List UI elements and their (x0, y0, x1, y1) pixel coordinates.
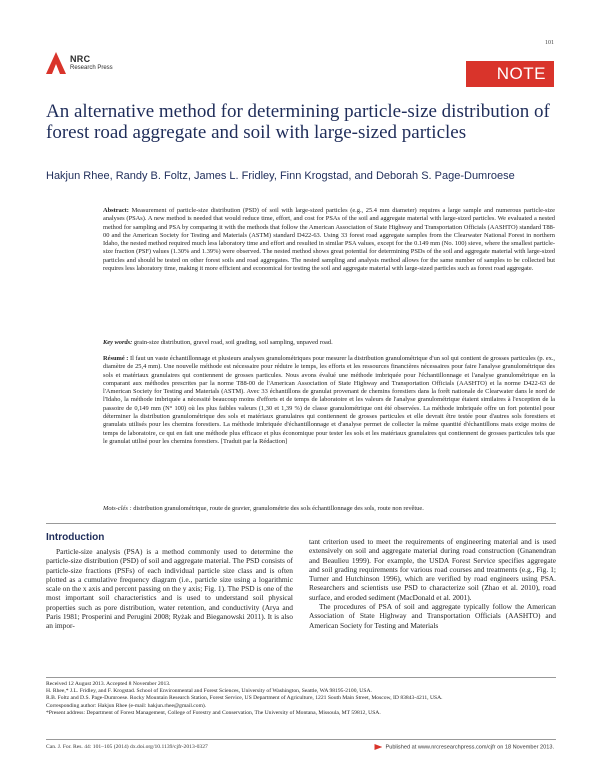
footnotes (46, 681, 556, 717)
article-title: An alternative method for determining particle-size distribution of forest road aggregate and soil with large-sized particles (46, 101, 550, 143)
page-number: 101 (545, 40, 554, 46)
divider (46, 523, 556, 524)
mots-cles-label: Mots-clés : (103, 505, 132, 512)
publisher-name: NRC (70, 54, 91, 64)
intro-paragraph: The procedures of PSA of soil and aggregate typically follow the American Association of State Highway and Transportation Officials (AASHTO) and American Society for Testing and Materials (309, 602, 556, 630)
resume (103, 355, 555, 446)
mots-cles-text: distribution granulométrique, route de gravier, granulométrie des sols échantillonnage des sols, route non revêtue. (133, 505, 424, 512)
arrow-icon (374, 744, 382, 750)
citation[interactable]: Can. J. For. Res. 44: 101–105 (2014) dx.doi.org/10.1139/cjfr-2013-0327 (46, 744, 208, 750)
keywords-label: Key words: (103, 339, 133, 346)
body-column-left (46, 547, 293, 631)
body-column-right (309, 537, 556, 630)
footnote-divider (46, 677, 556, 678)
abstract-text: Measurement of particle-size distribution (PSD) of soil with large-sized particles (e.g., 25.4 mm diameter) requires a large sample and numerous particle-size analyses (PSAs). A new method is needed that would reduce time, effort, and cost for PSAs of the soil and aggregate material with large-sized particles. We evaluated a nested method for sampling and PSA by comparing it with the methods that follow the American Association of State Highway and Transportation Officials (AASHTO) standard T88-00 and the American Society for Testing and Materials (ASTM) standard D422-63. Using 33 forest road aggregate samples from the Clearwater National Forest in northern Idaho, the nested method required much less laboratory time and effort and resulted in similar PSA values, except for the 0.149 mm (No. 100) sieve, where the smallest particle-size fraction (PSF) values (1.30% and 1.39%) were observed. The nested method shows great potential for determining PSDs of the soil and aggregate material with large-sized particles and should be tested on other forest soils and road aggregates. The nested sampling and analysis method allows for the same number of samples to be collected but requires less laboratory time, making it more efficient and economical for testing the soil and aggregate material with large-sized particles such as forest road aggregate. (103, 207, 555, 273)
section-label: NOTE (496, 64, 546, 83)
publisher-logo (44, 48, 124, 88)
published-text: Published at www.nrcresearchpress.com/cjfr on 18 November 2013. (385, 744, 554, 751)
resume-label: Résumé : (103, 355, 129, 362)
nrc-logo-icon (44, 50, 68, 76)
published-line[interactable] (374, 744, 554, 750)
footer-divider (46, 739, 556, 740)
keywords-text: grain-size distribution, gravel road, soil grading, soil sampling, unpaved road. (133, 339, 333, 346)
resume-text: Il faut un vaste échantillonnage et plusieurs analyses granulométriques pour mesurer la distribution granulométrique d'un sol qui contient de grosses particules (p. ex., diamètre de 25,4 mm). Une nouvelle méthode est nécessaire pour réduire le temps, les efforts et les ressources financières nécessaires pour faire l'analyse granulométrique des sols et matériaux granulaires qui contiennent de grosses particules. Nous avons évalué une méthode imbriquée pour l'échantillonnage et l'analyse granulométrique en la comparant aux méthodes prescrites par la norme T88-00 de l'American Association of State Highway and Transportation Officials (AASHTO) et la norme D422-63 de l'American Society for Testing and Materials (ASTM). Avec 33 échantillons de granulat provenant de chemins forestiers dans la forêt nationale de Clearwater dans le nord de l'Idaho, la méthode imbriquée a nécessité beaucoup moins d'efforts et de temps de laboratoire et les valeurs de l'analyse granulométrique étaient similaires à l'exception de la passoire de 0,149 mm (N° 100) où les plus faibles valeurs (1,30 et 1,39 %) de classe granulométrique ont été observées. La méthode imbriquée offre un fort potentiel pour déterminer la distribution granulométrique des sols et matériaux granulaires qui contiennent de grosses particules et elle devrait être testée pour d'autres sols forestiers et granulats utilisés pour les chemins forestiers. La méthode imbriquée d'échantillonnage et d'analyse permet de collecter la même quantité d'échantillons mais exige moins de temps de laboratoire, ce qui en fait une méthode plus efficace et plus économique pour tester les sols et les matériaux granulaires qui contiennent de grosses particules tels que le granulat utilisé pour les chemins forestiers. [Traduit par la Rédaction] (103, 355, 555, 445)
corresponding-author[interactable]: Corresponding author: Hakjun Rhee (e-mail: hakjun.rhee@gmail.com). (46, 702, 207, 709)
mots-cles (103, 505, 555, 513)
abstract-label: Abstract: (103, 207, 129, 214)
received-note: Received 12 August 2013. Accepted 8 November 2013. (46, 681, 171, 687)
keywords (103, 339, 555, 347)
affiliation-note: R.B. Foltz and D.S. Page-Dumroese. Rocky Mountain Research Station, Forest Service, US Department of Agriculture, 1221 South Main Street, Moscow, ID 83843-4211, USA. (46, 695, 443, 702)
note-banner (466, 61, 554, 87)
author-list: Hakjun Rhee, Randy B. Foltz, James L. Fridley, Finn Krogstad, and Deborah S. Page-Dumroese (46, 170, 515, 182)
present-address-note: *Present address: Department of Forest Management, College of Forestry and Conservation, The University of Montana, Missoula, MT 59812, USA. (46, 709, 381, 716)
publisher-sub: Research Press (70, 65, 113, 71)
section-heading: Introduction (46, 532, 105, 543)
intro-paragraph: Particle-size analysis (PSA) is a method commonly used to determine the particle-size distribution (PSD) of soil and aggregate material. The PSD consists of particle-size fractions (PSFs) of each individual particle size class and is often plotted as a cumulative frequency diagram (i.e., particle size using a logarithmic scale on the x axis and percent passing on the y axis; Fig. 1). The PSD is one of the most important soil characteristics and is used to understand soil physical properties such as pore distribution, water retention, and conductivity (Arya and Paris 1981; Prosperini and Perugini 2008; Ryżak and Bieganowski 2011). It is also an impor- (46, 547, 293, 631)
abstract (103, 207, 555, 273)
affiliation-note: H. Rhee,* J.L. Fridley, and F. Krogstad. School of Environmental and Forest Sciences, University of Washington, Seattle, WA 98195-2100, USA. (46, 688, 372, 695)
intro-paragraph-continued: tant criterion used to meet the requirements of engineering material and is used extensively on soil and aggregate material during road construction (Gnanendran and Beaulieu 1999). For example, the USDA Forest Service specifies aggregate and soil grading requirements for various road courses and treatments (e.g., Fig. 1; Turner and Hutchinson 1996), which are verified by road engineers using PSA. Researchers and scientists use PSD to characterize soil (Zhao et al. 2010), road surface, and eroded sediment (MacDonald et al. 2001). (309, 537, 556, 602)
